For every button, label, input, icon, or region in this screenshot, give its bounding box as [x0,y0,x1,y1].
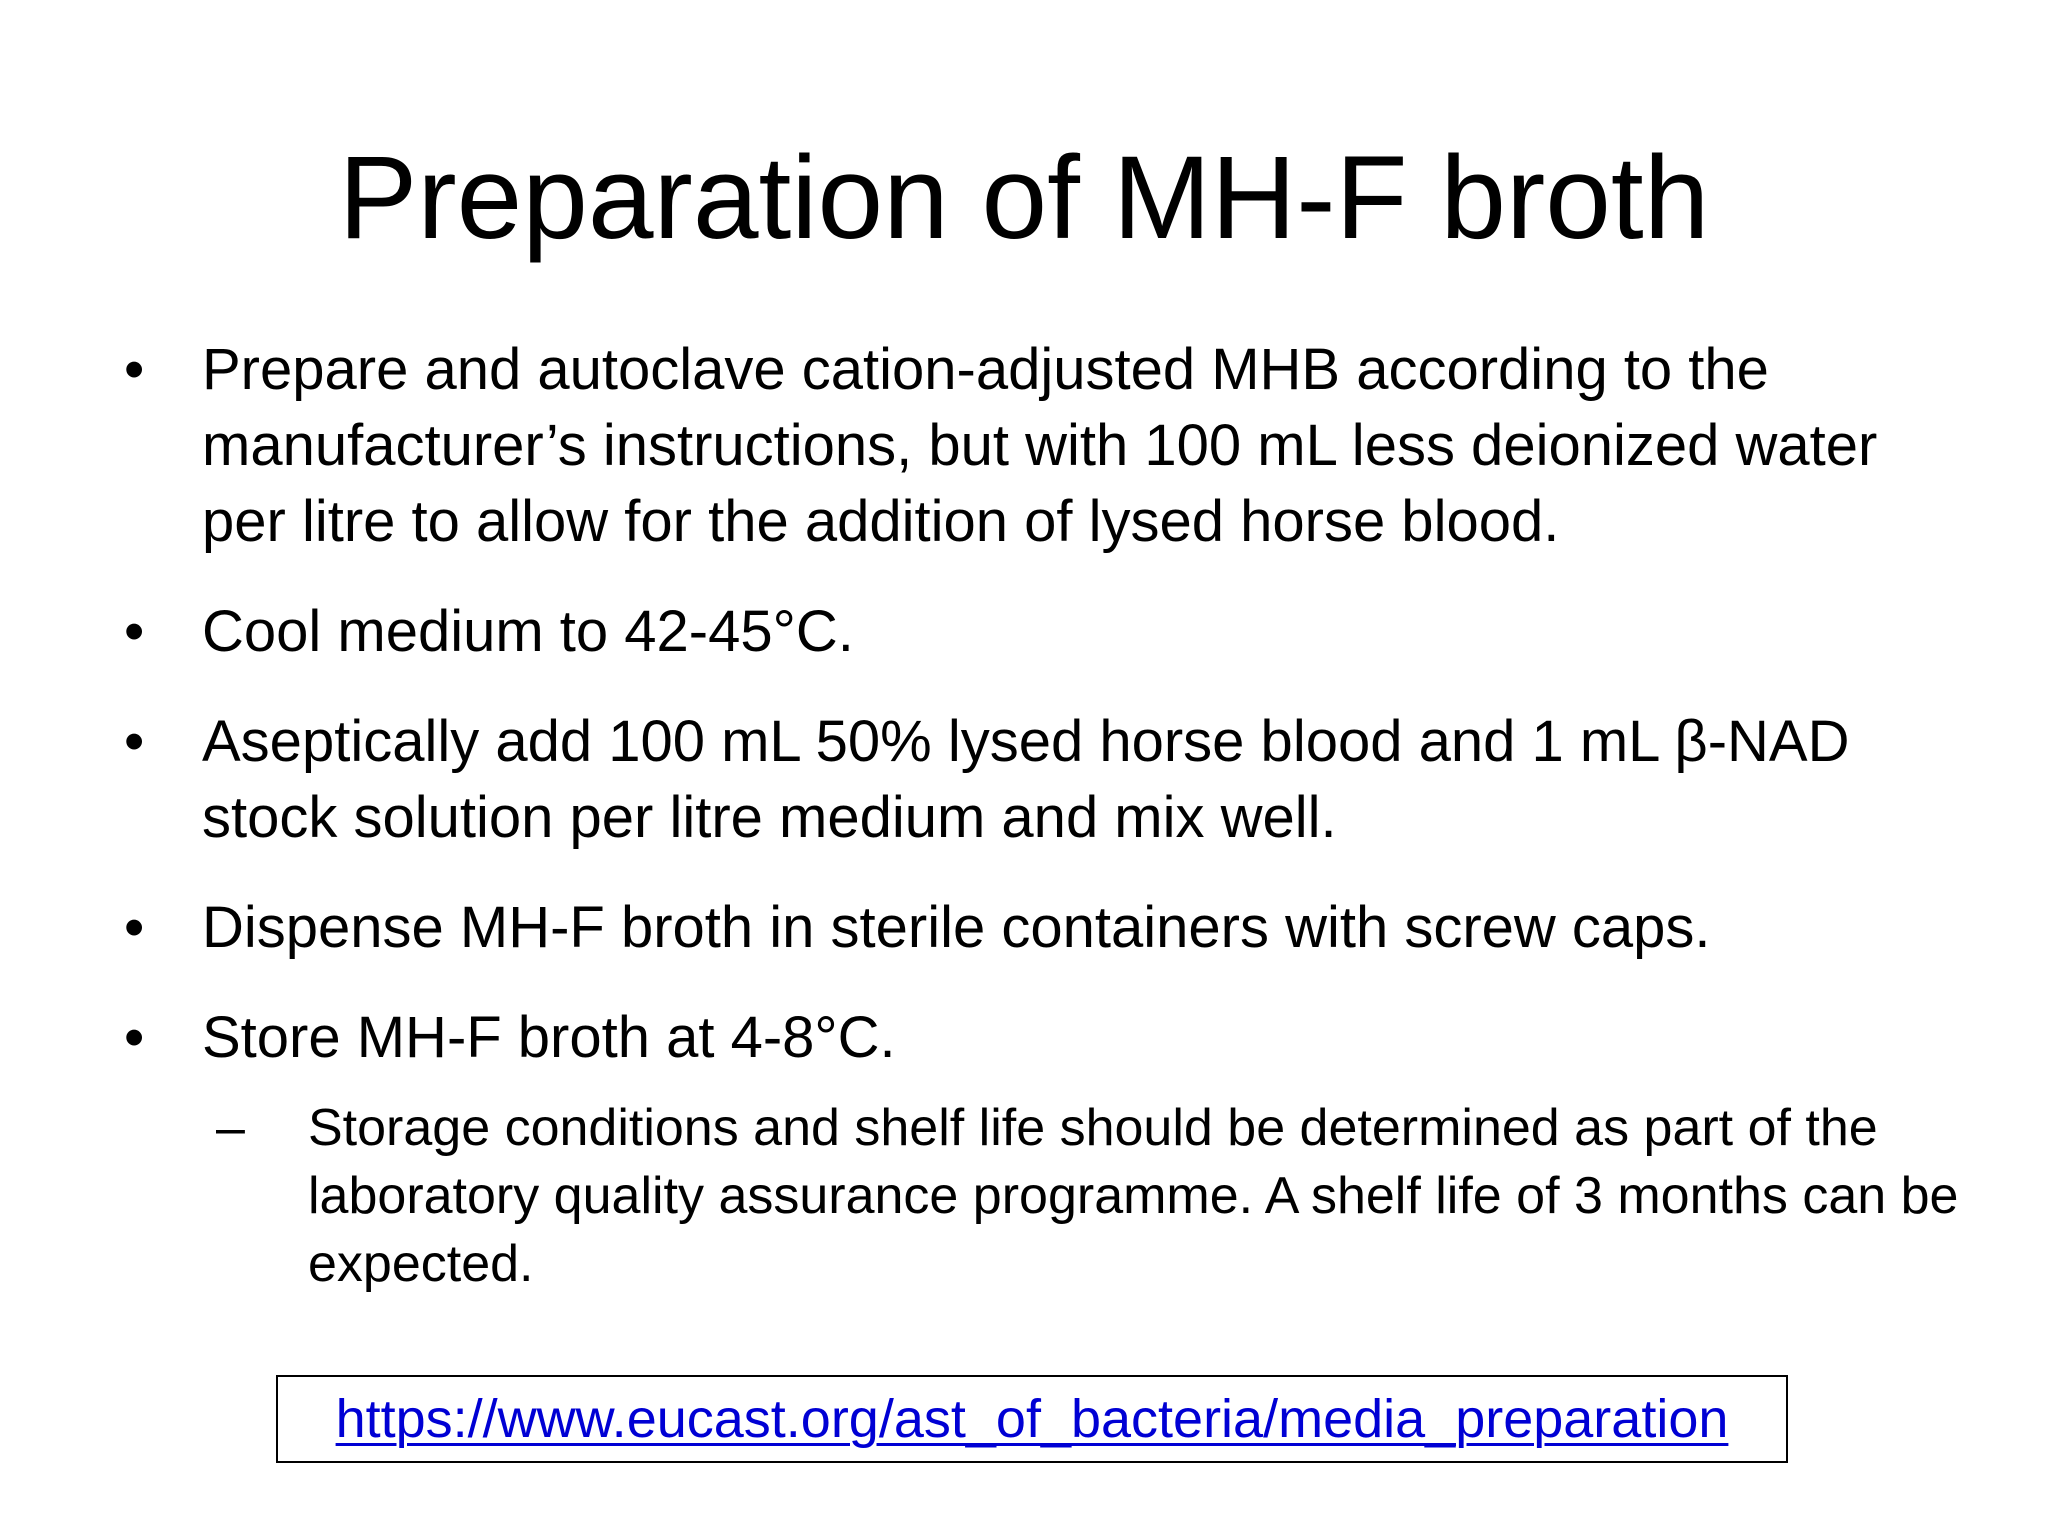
bullet-marker: • [124,337,145,402]
bullet-list [124,332,1964,1332]
bullet-marker: • [124,599,145,664]
bullet-text: Prepare and autoclave cation-adjusted MHB according to the manufacturer’s instructions, but with 100 mL less deionized water per litre to allow for the addition of lysed horse blood. [202,337,1878,554]
bullet-item [124,1000,1964,1298]
sub-bullet-item [216,1094,2028,1298]
bullet-text: Aseptically add 100 mL 50% lysed horse blood and 1 mL β-NAD stock solution per litre medium and mix well. [202,709,1850,850]
bullet-text: Cool medium to 42-45°C. [202,599,854,664]
sub-bullet-text: Storage conditions and shelf life should be determined as part of the laboratory quality assurance programme. A shelf life of 3 months can be expected. [308,1099,1959,1293]
bullet-item [124,332,1964,560]
bullet-item [124,704,1964,856]
reference-link[interactable]: https://www.eucast.org/ast_of_bacteria/media_preparation [335,1389,1729,1449]
bullet-item [124,594,1964,670]
bullet-marker: • [124,1005,145,1070]
bullet-marker: • [124,709,145,774]
sub-bullet-marker: – [216,1099,245,1157]
reference-link-box [276,1375,1788,1463]
bullet-text: Dispense MH-F broth in sterile containers with screw caps. [202,895,1711,960]
slide-title: Preparation of MH-F broth [338,132,1710,264]
sub-bullet-list [202,1094,1964,1298]
bullet-item [124,890,1964,966]
bullet-text: Store MH-F broth at 4-8°C. [202,1005,896,1070]
bullet-marker: • [124,895,145,960]
